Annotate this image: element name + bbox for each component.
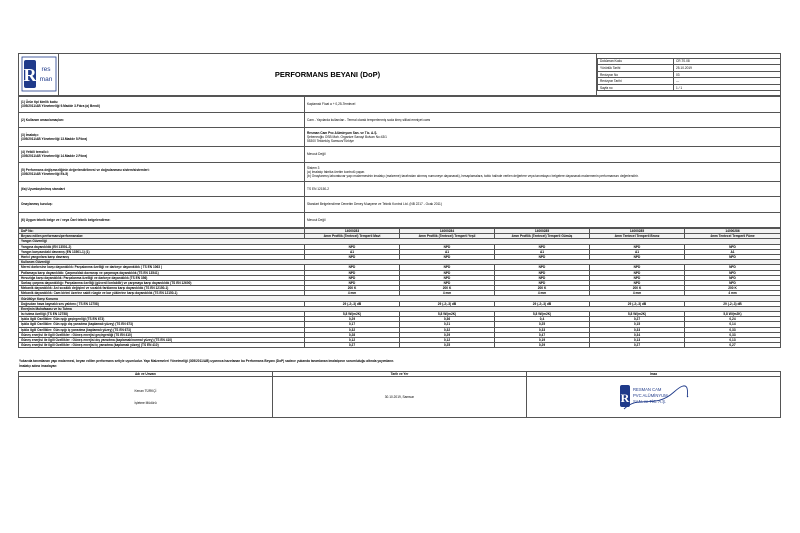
performance-value: 4 mm [400, 291, 495, 296]
performance-value: 0,25 [495, 322, 590, 327]
logo-cell [19, 54, 59, 96]
performance-value: NPD [495, 244, 590, 249]
performance-value: 0,32 [305, 327, 400, 332]
logo-text-bottom: man [39, 76, 53, 83]
performance-value: NPD [305, 244, 400, 249]
group-label: Yangın Güvenliği [19, 239, 781, 244]
performance-value: A1 [685, 249, 781, 254]
characteristic-label: Işıkla ilgili Özellikler: Gün ışığı dış yansıtma (kaplamalı yüzey) (TS EN 673) [19, 322, 305, 327]
product-name: 4mm Profilik (Tentecel) Temperli Mavi [305, 234, 400, 239]
performance-value: NPD [305, 265, 400, 270]
performance-value: A1 [495, 249, 590, 254]
dop-no: 14000283 [305, 229, 400, 234]
meta-cell [597, 54, 781, 96]
performance-value: 0,34 [590, 332, 685, 337]
document-title: PERFORMANS BEYANI (DoP) [59, 54, 597, 96]
logo-text-top: res [41, 66, 51, 73]
section-value: Kaplamalı Float a + 0,25-Temlecel [305, 97, 781, 113]
group-label: Enerjinin Muhafazası ve Isı Tutma [19, 306, 781, 311]
performance-value: A1 [590, 249, 685, 254]
meta-value: 03 [674, 71, 781, 78]
section-label: Onaylanmış kuruluş: [19, 197, 305, 213]
performance-value: 5,8 W/(m2K) [495, 312, 590, 317]
characteristic-label: Harici yangınlara karşı davranış [19, 254, 305, 259]
section-label: (3) İmalatçı: (305/2011/AB Yönetmeliği 13.Madde 5.Fıkra) [19, 128, 305, 147]
characteristic-label: Hırsızlığa karşı dayanıklılık: Parçalanma özelliği ve darbeye dayanıklılık (TS EN 356) [19, 275, 305, 280]
characteristic-label: Yangına dayanıklılık (EN 13501-2) [19, 244, 305, 249]
performance-value: 29 (-2;-3) dB [400, 301, 495, 306]
dop-no: 14000284 [400, 229, 495, 234]
meta-label: Sayfa no [598, 84, 674, 91]
group-label: Gürültüye Karşı Koruma [19, 296, 781, 301]
performance-value: NPD [590, 270, 685, 275]
signer-name: Kenan TÜRKÇİ [134, 389, 157, 394]
logo-letter: R [23, 65, 37, 85]
performance-value: 0,12 [400, 337, 495, 342]
characteristic-label: Işıkla ilgili Özellikler: Gün ışığı iç yansıtma (kaplamalı yüzey) (TS EN 673) [19, 327, 305, 332]
dop-no: 14000285 [590, 229, 685, 234]
dop-no: 14000286 [685, 229, 781, 234]
product-row: Beyanı edilen performans/performanslar: 4mm Profilik (Tentecel) Temperli Mavi 4mm Profilik (Tentecel) Temperli Yeşil 4mm Profilik (Tentecel) Temperli Gümüş 4mm Tentecel Temperli Bronz 4mm Tentecel Temperli Füme [19, 234, 781, 239]
performance-value: 0,36 [400, 317, 495, 322]
performance-table [18, 228, 781, 348]
section-label: (4) Yetkili temsilci: (305/2011/AB Yönetmeliği 14.Madde 2.Fıkra) [19, 147, 305, 163]
svg-text:R: R [620, 391, 629, 406]
section-value: Cam - Yapılarda kullanılan - Termal olarak temperlenmiş soda kireç silikat emniyet camı [305, 112, 781, 128]
performance-value: NPD [400, 244, 495, 249]
section-value: Mevcut Değil [305, 212, 781, 228]
performance-value: 200 K [590, 286, 685, 291]
section-value: Sistem 3 (a) İmalatçı fabrika üretim kontrolü yapar. (b) Onaylanmış laboratuvar yapı malzemesinin imalatçı (malzeme) tarafından alınmış numuneye dayanarak), hesaplamalara, tablo halinde verilen değerlere veya tanımlayıcı belgelere dayanarak malzemenin performansını değerlendirir. [305, 162, 781, 181]
characteristic-label: Isı tutma özelliği (TS EN 12758) [19, 312, 305, 317]
meta-table [597, 58, 781, 92]
meta-label: Yürürlük Tarihi [598, 65, 674, 72]
performance-value: 0,27 [305, 343, 400, 348]
performance-value: 4 mm [305, 291, 400, 296]
group-label: Kullanım Güvenliği [19, 260, 781, 265]
svg-text:SAN. ve TİC. A.Ş.: SAN. ve TİC. A.Ş. [632, 399, 666, 405]
meta-value: CR.T0.08 [674, 58, 781, 65]
signature-cell [527, 377, 781, 418]
performance-value: 0,13 [685, 337, 781, 342]
performance-value: 5,8 W/(m2K) [590, 312, 685, 317]
meta-label: Revizyon Tarihi [598, 78, 674, 85]
performance-value: A1 [400, 249, 495, 254]
performance-value: 0,33 [685, 332, 781, 337]
performance-body [19, 239, 781, 348]
performance-row [19, 343, 781, 348]
performance-value: 4 mm [590, 291, 685, 296]
info-table [18, 96, 781, 228]
characteristic-label: Patlamaya karşı dayanıklılık: Çarpma/dalı davranışı ve çarpmaya dayanıklılık (TS EN 13541) [19, 270, 305, 275]
performance-value: 200 K [400, 286, 495, 291]
characteristic-label: Güneş enerjisi ile ilgili Özellikler : Güneş enerjisi iç yansıtma (kaplamalı yüzey) (TS EN 410) [19, 343, 305, 348]
performance-value: 29 (-2;-3) dB [590, 301, 685, 306]
performance-value: 0,27 [685, 343, 781, 348]
performance-value: 5,8 W/(m2K) [305, 312, 400, 317]
performance-value: 0,33 [685, 327, 781, 332]
performance-value: NPD [305, 280, 400, 285]
characteristic-label: Sarkaç çarpma dayanıklılığı: Parçalanma özelliği (güvenli kırılabilir) ve çarpmaya karşı dayanıklılık (TS EN 12600) [19, 280, 305, 285]
svg-text:RESMAN CAM: RESMAN CAM [632, 387, 661, 393]
svg-text:PVC ALÜMİNYUM: PVC ALÜMİNYUM [632, 393, 668, 399]
performance-value: 0,25 [400, 343, 495, 348]
characteristic-label: Mermi darbesine karşı dayanıklılık: Parçalanma özelliği ve darbeye dayanıklılık ( TS EN 1063 ) [19, 265, 305, 270]
performance-value: NPD [400, 280, 495, 285]
performance-value: NPD [495, 275, 590, 280]
performance-value: NPD [400, 275, 495, 280]
performance-value: 29 (-2;-3) dB [305, 301, 400, 306]
company-logo [19, 54, 59, 94]
section-label: (1) Ürün tipi kimlik kodu: (305/2011/AB Yönetmeliği 9.Madde 3.Fıkra (a) Bendi) [19, 97, 305, 113]
performance-value: 0,15 [590, 322, 685, 327]
declaration-note: Yukarıda tanımlanan yapı malzemesi, beyan edilen performans setiyle uyumludur. Yapı Malzemeleri Yönetmeliği (305/2011/AB) uyarınca hazırlanan bu Performans Beyanı (DoP) sadece yukarıda tanımlanan imalatçının sorumluluğu altında yayımlanır. İmalatçı adına imzalayan: [19, 359, 394, 369]
characteristic-label: Yangın karşısındaki davranış (EN 13501-1) (1) [19, 249, 305, 254]
performance-value: 200 K [685, 286, 781, 291]
section-value: Resman Cam Pvc Alüminyum San. ve Tic. A.Ş. Şebeneoğlu OSB Mah. Organize Sanayi Bulvarı No:43/1 55300 Tekkeköy Samsun/Türkiye [305, 128, 781, 147]
performance-value: NPD [495, 270, 590, 275]
performance-value: NPD [590, 280, 685, 285]
performance-value: NPD [400, 254, 495, 259]
meta-value: --- [674, 78, 781, 85]
section-value: TS EN 12150-2 [305, 181, 781, 197]
meta-label: Revizyon No [598, 71, 674, 78]
performance-value: NPD [685, 280, 781, 285]
performance-value: 0,33 [590, 327, 685, 332]
section-label: (6) Uygun teknik belge ve / veya Özel teknik belgelendirme: [19, 212, 305, 228]
dop-no-row: DoP No: 14000283 14000284 14000285 14000285 14000286 [19, 229, 781, 234]
performance-value: 0,19 [495, 337, 590, 342]
performance-value: NPD [685, 244, 781, 249]
performance-value: 0,4 [495, 317, 590, 322]
performance-value: 200 K [495, 286, 590, 291]
signer-cell [19, 377, 273, 418]
meta-label: Doküman Kodu [598, 58, 674, 65]
performance-value: 4 mm [495, 291, 590, 296]
performance-value: NPD [685, 254, 781, 259]
performance-value: 0,24 [685, 317, 781, 322]
performance-value: NPD [400, 270, 495, 275]
performance-value: NPD [495, 265, 590, 270]
performance-value: 0,29 [495, 343, 590, 348]
performance-value: 0,27 [590, 343, 685, 348]
performance-value: 29 (-2;-3) dB [495, 301, 590, 306]
performance-value: 0,29 [400, 332, 495, 337]
performance-value: NPD [495, 254, 590, 259]
company-stamp [529, 377, 778, 417]
performance-value: 0,17 [305, 322, 400, 327]
characteristic-label: Mekanik dayanıklılık: Cam birimi üzerine sabit rüzgâr ve kar yüklerine karşı dayanıklılık (TS EN 12150-1) [19, 291, 305, 296]
stamp-logo [619, 382, 689, 412]
characteristic-label: Güneş enerjisi ile ilgili Özellikler : Güneş enerjisi dış yansıtma (kaplamalı/normal yüzey) (TS EN 410) [19, 337, 305, 342]
performance-value: 0,33 [495, 327, 590, 332]
performance-value: NPD [495, 280, 590, 285]
dop-sheet [18, 53, 780, 418]
performance-value: 0,13 [590, 337, 685, 342]
dop-no: 14000285 [495, 229, 590, 234]
performance-value: NPD [590, 254, 685, 259]
performance-value: NPD [685, 275, 781, 280]
performance-value: 0,32 [400, 327, 495, 332]
signature-table [18, 371, 781, 419]
section-value: Mevcut Değil [305, 147, 781, 163]
section-label: (5) Performans değişmezliğinin değerlendirilmesi ve doğrulanması sistem/sistemleri: (305/2011/AB Yönetmeliği Ek-5) [19, 162, 305, 181]
date-place: 30.10.2019, Samsun [273, 377, 527, 418]
performance-value: 0,14 [685, 322, 781, 327]
performance-value: 0,47 [495, 332, 590, 337]
section-label: (6a) Uyumlaştırılmış standart [19, 181, 305, 197]
performance-value: 0,12 [305, 337, 400, 342]
performance-value: NPD [685, 270, 781, 275]
performance-value: 200 K [305, 286, 400, 291]
product-name: 4mm Profilik (Tentecel) Temperli Gümüş [495, 234, 590, 239]
performance-value: 0,29 [305, 317, 400, 322]
performance-value: 4 mm [685, 291, 781, 296]
name-header: Adı ve Unvanı [19, 371, 273, 377]
section-label: (2) Kullanım amacı/amaçları: [19, 112, 305, 128]
performance-value: NPD [305, 254, 400, 259]
product-name: 4mm Profilik (Tentecel) Temperli Yeşil [400, 234, 495, 239]
characteristic-label: Güneş enerjisi ile ilgili Özellikler : Güneş enerjisi geçirgenliği (TS EN 410) [19, 332, 305, 337]
product-name: 4mm Tentecel Temperli Füme [685, 234, 781, 239]
performance-value: A1 [305, 249, 400, 254]
performance-value: NPD [305, 270, 400, 275]
performance-value: 0,28 [305, 332, 400, 337]
characteristic-label: Doğrudan hava kaynaklı ses yalıtımı ( TS EN 12758) [19, 301, 305, 306]
performance-value: 0,27 [590, 317, 685, 322]
product-name: 4mm Tentecel Temperli Bronz [590, 234, 685, 239]
characteristic-label: Işıkla ilgili Özellikler: Gün ışığı geçirgenliği (TS EN 673) [19, 317, 305, 322]
performance-value: 5,8 W/(m2K) [400, 312, 495, 317]
date-header: Tarih ve Yer [273, 371, 527, 377]
header-table [18, 53, 781, 96]
performance-value: 5,8 W/(m2K) [685, 312, 781, 317]
performance-value: NPD [685, 265, 781, 270]
meta-value: 1 / 1 [674, 84, 781, 91]
performance-value: NPD [590, 275, 685, 280]
signer-role: İşletme Müdürü [134, 401, 157, 406]
meta-value: 25.10.2019 [674, 65, 781, 72]
performance-value: NPD [400, 265, 495, 270]
performance-value: 0,21 [400, 322, 495, 327]
performance-value: NPD [305, 275, 400, 280]
performance-value: NPD [590, 265, 685, 270]
section-value: Standart Belgelendirme Denetim Deney Muayene ve Teknik Kontrol Ltd. (NB 2217 - Ocak 2011) [305, 197, 781, 213]
performance-value: NPD [590, 244, 685, 249]
performance-value: 29 (-2;-3) dB [685, 301, 781, 306]
characteristic-label: Mekanik dayanıklılık: Ani sıcaklık değişimi ve sıcaklık farklarına karşı dayanıklılık (TS EN 12150-1) [19, 286, 305, 291]
signature-header: İmza [527, 371, 781, 377]
